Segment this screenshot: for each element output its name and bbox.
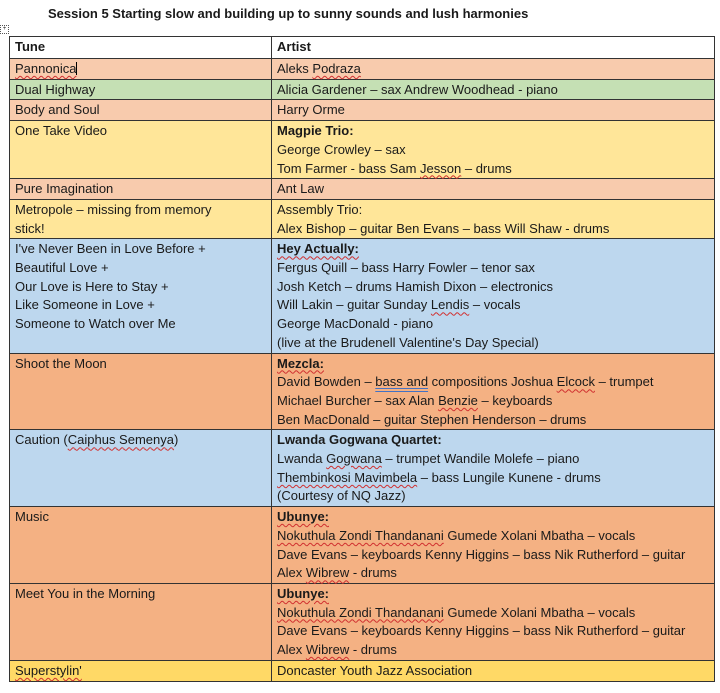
lineup-line: Josh Ketch – drums Hamish Dixon – electronics	[277, 278, 554, 294]
tune-cell[interactable]: Meet You in the Morning	[10, 583, 272, 660]
table-row	[10, 59, 715, 80]
page-title: Session 5 Starting slow and building up to sunny sounds and lush harmonies	[48, 6, 529, 21]
tune-cell[interactable]: Metropole – missing from memory stick!	[10, 199, 272, 238]
tune-cell[interactable]: Superstylin'	[10, 660, 272, 681]
group-name: Mezcla:	[277, 355, 324, 371]
table-row	[10, 79, 715, 100]
tune-cell[interactable]: Music	[10, 507, 272, 584]
lineup-line: Alex Wibrew - drums	[277, 642, 397, 658]
lineup-line: (Courtesy of NQ Jazz)	[277, 488, 406, 504]
lineup-line: Nokuthula Zondi Thandanani Gumede Xolani Mbatha – vocals	[277, 527, 636, 543]
artist-cell[interactable]: Ant Law	[272, 179, 715, 200]
group-name: Ubunye:	[277, 509, 329, 525]
artist-cell[interactable]	[272, 239, 715, 353]
group-name: Hey Actually:	[277, 241, 359, 257]
lineup-line: George MacDonald - piano	[277, 316, 434, 332]
tune-cell[interactable]: Shoot the Moon	[10, 353, 272, 430]
table-row	[10, 583, 715, 660]
table-row	[10, 507, 715, 584]
lineup-line: Thembinkosi Mavimbela – bass Lungile Kunene - drums	[277, 469, 601, 485]
artist-cell[interactable]	[272, 59, 715, 80]
artist-cell[interactable]	[272, 583, 715, 660]
header-row	[10, 37, 715, 59]
artist-cell[interactable]: Doncaster Youth Jazz Association	[272, 660, 715, 681]
lineup-line: Fergus Quill – bass Harry Fowler – tenor sax	[277, 260, 535, 276]
table-row	[10, 179, 715, 200]
lineup-line: Ben MacDonald – guitar Stephen Henderson – drums	[277, 411, 587, 427]
artist-cell[interactable]: Alicia Gardener – sax Andrew Woodhead - piano	[272, 79, 715, 100]
table-row	[10, 660, 715, 681]
lineup-line: David Bowden – bass and compositions Joshua Elcock – trumpet	[277, 374, 654, 390]
lineup-line: Alex Bishop – guitar Ben Evans – bass Will Shaw - drums	[277, 220, 610, 236]
lineup-line: Will Lakin – guitar Sunday Lendis – vocals	[277, 297, 521, 313]
tune-cell[interactable]: Dual Highway	[10, 79, 272, 100]
tune-text: Pannonica	[15, 61, 77, 76]
table-row	[10, 430, 715, 507]
tune-cell[interactable]: I've Never Been in Love Before + Beautiful Love + Our Love is Here to Stay + Like Someone in Love + Someone to Watch over Me	[10, 239, 272, 353]
lineup-line: Alex Wibrew - drums	[277, 565, 397, 581]
artist-header: Artist	[272, 37, 715, 59]
group-name: Lwanda Gogwana Quartet:	[277, 432, 442, 448]
artist-cell[interactable]	[272, 430, 715, 507]
table-row	[10, 353, 715, 430]
tune-cell[interactable]	[10, 59, 272, 80]
text-cursor	[76, 62, 77, 75]
artist-cell[interactable]: Harry Orme	[272, 100, 715, 121]
tune-cell[interactable]: One Take Video	[10, 121, 272, 179]
artist-cell[interactable]	[272, 121, 715, 179]
lineup-line: Dave Evans – keyboards Kenny Higgins – bass Nik Rutherford – guitar	[277, 623, 686, 639]
artist-cell[interactable]	[272, 199, 715, 238]
group-name: Ubunye:	[277, 585, 329, 601]
lineup-line: (live at the Brudenell Valentine's Day Special)	[277, 334, 539, 350]
lineup-line: Tom Farmer - bass Sam Jesson – drums	[277, 160, 512, 176]
table-row	[10, 239, 715, 353]
artist-cell[interactable]	[272, 507, 715, 584]
tune-header: Tune	[10, 37, 272, 59]
table-row	[10, 121, 715, 179]
tune-table	[9, 36, 715, 682]
tune-cell[interactable]: Caution (Caiphus Semenya)	[10, 430, 272, 507]
lineup-line: Dave Evans – keyboards Kenny Higgins – bass Nik Rutherford – guitar	[277, 546, 686, 562]
table-row	[10, 100, 715, 121]
artist-cell[interactable]	[272, 353, 715, 430]
tune-cell[interactable]: Pure Imagination	[10, 179, 272, 200]
table-move-handle[interactable]: +	[0, 25, 9, 34]
group-name: Assembly Trio:	[277, 201, 363, 217]
group-name: Magpie Trio:	[277, 123, 354, 139]
artist-text: Aleks Podraza	[277, 61, 361, 76]
lineup-line: George Crowley – sax	[277, 141, 406, 157]
tune-cell[interactable]: Body and Soul	[10, 100, 272, 121]
lineup-line: Nokuthula Zondi Thandanani Gumede Xolani Mbatha – vocals	[277, 604, 636, 620]
lineup-line: Lwanda Gogwana – trumpet Wandile Molefe – piano	[277, 451, 580, 467]
table-row	[10, 199, 715, 238]
lineup-line: Michael Burcher – sax Alan Benzie – keyboards	[277, 392, 553, 408]
